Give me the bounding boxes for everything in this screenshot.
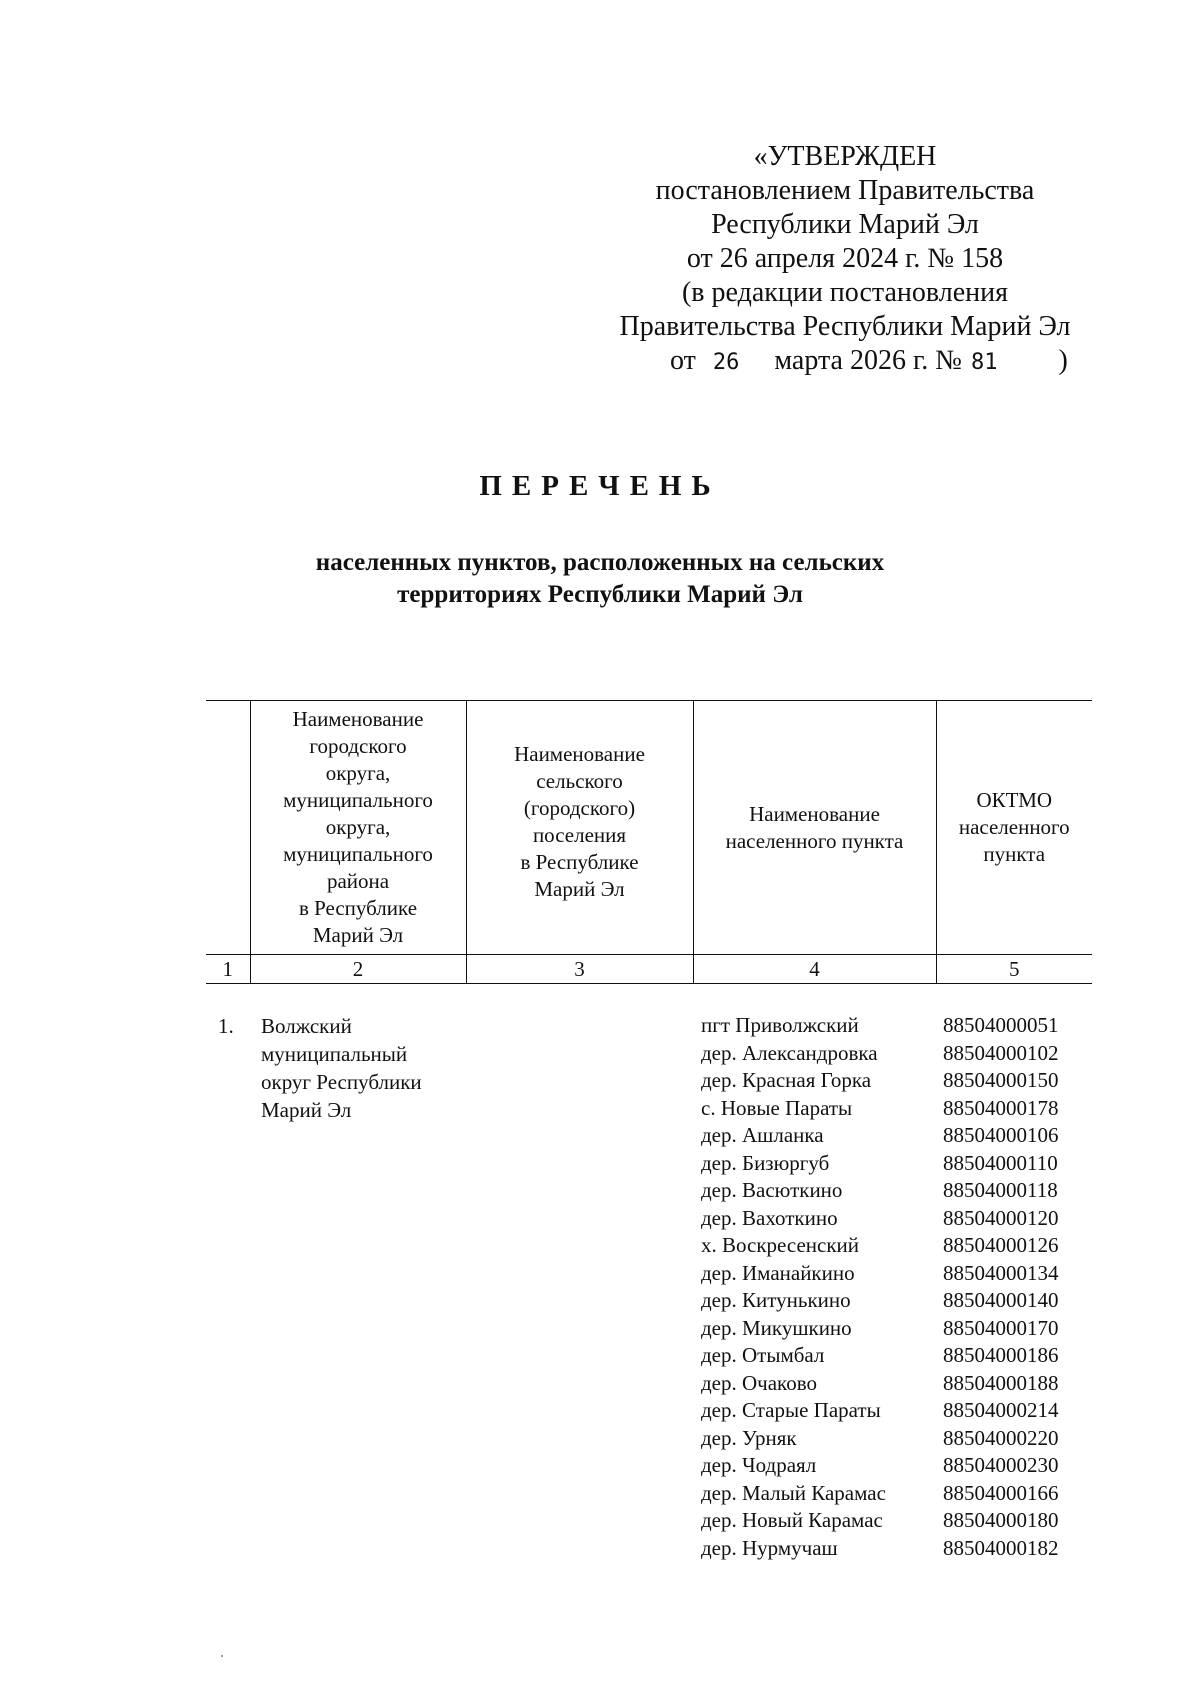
approval-line: Республики Марий Эл — [711, 209, 979, 240]
column-number-row — [206, 955, 1092, 984]
header-col2: Наименование городского округа, муниципального округа, муниципального района в Республике Марий Эл — [250, 701, 466, 955]
oktmo-code: 88504000170 — [943, 1315, 1059, 1340]
subtitle-line: территориях Республики Марий Эл — [397, 581, 803, 608]
amendment-day: 26 — [712, 350, 740, 375]
header-col1 — [206, 701, 250, 955]
settlement-name: дер. Урняк — [701, 1425, 797, 1450]
column-number: 3 — [466, 955, 693, 984]
settlement-name: дер. Микушкино — [701, 1315, 852, 1340]
column-number: 4 — [693, 955, 936, 984]
oktmo-code: 88504000214 — [943, 1398, 1059, 1422]
oktmo-code: 88504000140 — [943, 1288, 1059, 1312]
oktmo-code: 88504000118 — [943, 1178, 1058, 1202]
settlement-name: дер. Старые Параты — [701, 1398, 881, 1422]
oktmo-code: 88504000120 — [943, 1205, 1059, 1230]
amendment-prefix: от — [670, 345, 696, 376]
amendment-close-paren: ) — [1058, 345, 1068, 376]
column-number: 1 — [206, 955, 250, 984]
oktmo-code: 88504000110 — [943, 1150, 1058, 1175]
oktmo-code: 88504000180 — [943, 1508, 1059, 1532]
district-name: Волжский муниципальный округ Республики Марий Эл — [261, 1014, 422, 1122]
table-header — [206, 700, 1092, 984]
amendment-month-year: марта 2026 г. № — [774, 345, 963, 376]
approval-line: Правительства Республики Марий Эл — [619, 311, 1071, 342]
row-number: 1. — [218, 1014, 234, 1038]
oktmo-code: 88504000230 — [943, 1453, 1059, 1477]
settlement-name: дер. Малый Карамас — [701, 1480, 886, 1505]
document-subtitle — [0, 547, 1200, 611]
settlement-name: дер. Вахоткино — [701, 1205, 838, 1230]
header-col3: Наименование сельского (городского) поселения в Республике Марий Эл — [466, 701, 693, 955]
amendment-date-line — [610, 344, 1080, 380]
settlement-name: дер. Александровка — [701, 1040, 878, 1065]
settlement-name: дер. Очаково — [701, 1370, 817, 1395]
settlement-list — [701, 1012, 886, 1562]
column-number: 5 — [936, 955, 1092, 984]
oktmo-code: 88504000134 — [943, 1260, 1059, 1285]
oktmo-code: 88504000188 — [943, 1370, 1059, 1395]
document-title: ПЕРЕЧЕНЬ — [479, 470, 721, 502]
approval-line: «УТВЕРЖДЕН — [753, 141, 937, 172]
oktmo-code: 88504000051 — [943, 1013, 1059, 1037]
scan-speck — [221, 1655, 223, 1657]
oktmo-code: 88504000186 — [943, 1343, 1059, 1367]
settlement-name: дер. Китунькино — [701, 1288, 851, 1312]
subtitle-line: населенных пунктов, расположенных на сельских — [315, 549, 885, 576]
oktmo-code: 88504000102 — [943, 1040, 1059, 1065]
settlement-name: дер. Нурмучаш — [701, 1535, 838, 1560]
amendment-number: 81 — [971, 350, 998, 375]
oktmo-code: 88504000106 — [943, 1123, 1059, 1147]
settlement-name: х. Воскресенский — [701, 1233, 860, 1257]
settlement-name: с. Новые Параты — [701, 1095, 853, 1120]
header-row — [206, 701, 1092, 955]
settlement-name: дер. Ашланка — [701, 1123, 824, 1147]
settlement-name: дер. Красная Горка — [701, 1068, 872, 1092]
oktmo-code: 88504000166 — [943, 1480, 1059, 1505]
header-col4: Наименование населенного пункта — [693, 701, 936, 955]
settlement-name: дер. Иманайкино — [701, 1260, 855, 1285]
oktmo-code: 88504000150 — [943, 1068, 1059, 1092]
column-number: 2 — [250, 955, 466, 984]
approval-line: от 26 апреля 2024 г. № 158 — [686, 243, 1004, 274]
header-col5: ОКТМО населенного пункта — [936, 701, 1092, 955]
settlement-name: пгт Приволжский — [701, 1013, 859, 1037]
oktmo-code: 88504000126 — [943, 1233, 1059, 1257]
approval-line: постановлением Правительства — [655, 175, 1035, 206]
approval-block — [610, 140, 1080, 380]
settlement-name: дер. Новый Карамас — [701, 1508, 883, 1532]
oktmo-list — [943, 1012, 1059, 1562]
oktmo-code: 88504000220 — [943, 1425, 1059, 1450]
oktmo-code: 88504000178 — [943, 1095, 1059, 1120]
approval-line: (в редакции постановления — [681, 277, 1009, 308]
settlement-name: дер. Бизюргуб — [701, 1150, 830, 1175]
settlement-name: дер. Васюткино — [701, 1178, 843, 1202]
settlement-name: дер. Отымбал — [701, 1343, 825, 1367]
settlement-name: дер. Чодраял — [701, 1453, 817, 1477]
oktmo-code: 88504000182 — [943, 1535, 1059, 1560]
